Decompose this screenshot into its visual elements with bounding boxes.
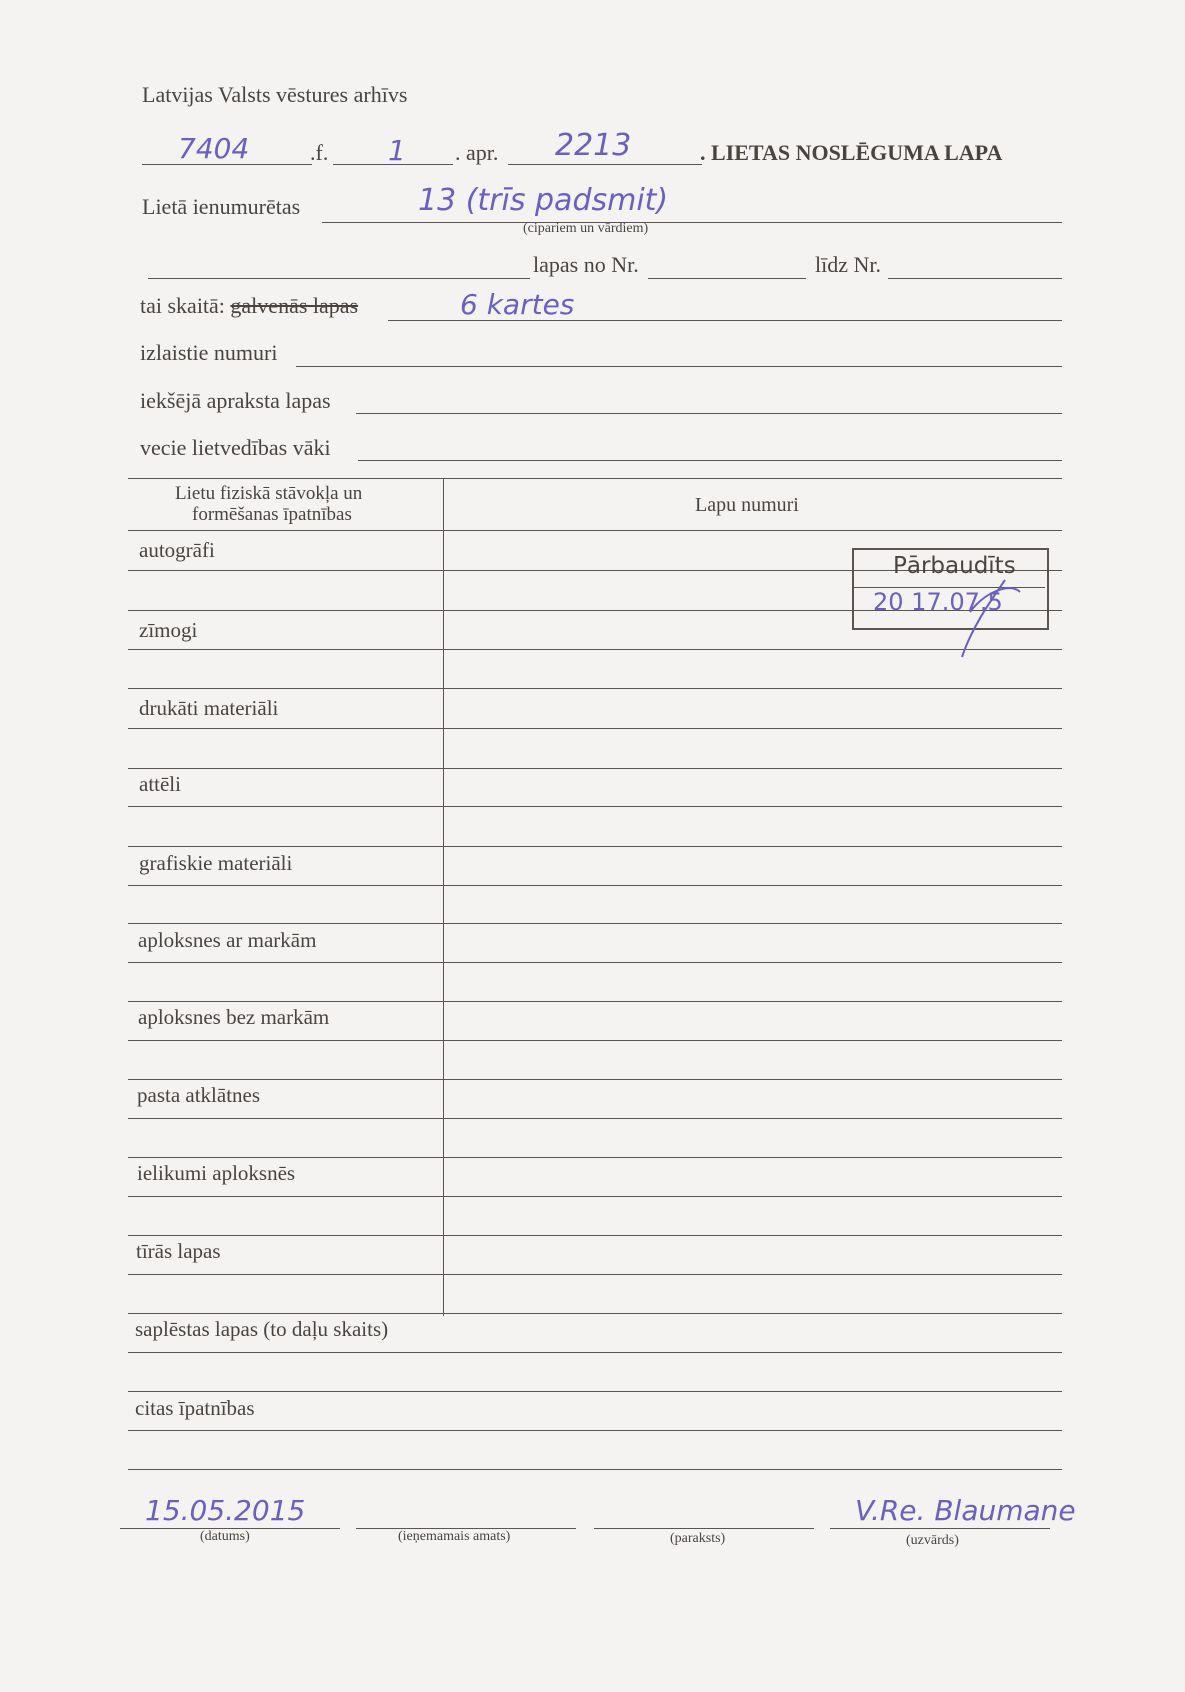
row-label-grafiskie: grafiskie materiāli <box>139 851 293 875</box>
row-label-saplestas: saplēstas lapas (to daļu skaits) <box>135 1317 389 1341</box>
row-divider <box>128 768 1062 769</box>
footer-surname-handwritten: V.Re. Blaumane <box>855 1494 1076 1527</box>
row-divider <box>128 1391 1062 1392</box>
col1-header-line1: Lietu fiziskā stāvokļa un <box>175 483 363 504</box>
table-header-border <box>128 530 1062 531</box>
numbered-hint: (cipariem un vārdiem) <box>523 221 649 236</box>
footer-line-signature <box>594 1528 814 1529</box>
row-label-aploksnes-ar: aploksnes ar markām <box>138 928 317 952</box>
table-top-border <box>128 478 1062 479</box>
fonds-handwritten: 7404 <box>178 132 250 165</box>
col2-header: Lapu numuri <box>695 494 799 516</box>
row-divider <box>128 806 1062 807</box>
stamp-date: 20 17.07.5 <box>873 588 1003 616</box>
row-divider <box>128 1235 1062 1236</box>
tai-skaita-prefix: tai skaitā: <box>140 293 231 318</box>
page-title: . LIETAS NOSLĒGUMA LAPA <box>700 140 1003 165</box>
izlaistie-label: izlaistie numuri <box>140 340 278 365</box>
row-label-pasta: pasta atklātnes <box>137 1083 261 1107</box>
row-divider <box>128 1430 1062 1431</box>
row-divider <box>128 923 1062 924</box>
row-divider <box>128 688 1062 689</box>
row-divider <box>128 885 1062 886</box>
footer-label-signature: (paraksts) <box>670 1531 726 1546</box>
row-label-citas: citas īpatnības <box>135 1396 255 1420</box>
apr-label: . apr. <box>455 140 499 165</box>
lapas-no-line <box>648 278 806 279</box>
numbered-label: Lietā ienumurētas <box>142 194 301 219</box>
fonds-label: .f. <box>310 140 329 165</box>
row-label-ielikumi: ielikumi aploksnēs <box>137 1161 296 1185</box>
row-label-autografi: autogrāfi <box>139 538 215 562</box>
row-divider <box>128 1313 1062 1314</box>
galvenas-lapas-struck: galvenās lapas <box>230 293 359 318</box>
col1-header-line2: formēšanas īpatnības <box>192 504 352 525</box>
lieta-line <box>508 164 702 165</box>
ieksejais-line <box>356 413 1062 414</box>
footer-label-date: (datums) <box>200 1529 250 1544</box>
vecie-line <box>358 460 1062 461</box>
tai-skaita-handwritten: 6 kartes <box>460 288 575 321</box>
row-label-tiras: tīrās lapas <box>136 1239 221 1263</box>
ieksejais-label: iekšējā apraksta lapas <box>140 388 331 413</box>
lapas-no-label: lapas no Nr. <box>533 252 639 277</box>
archive-name: Latvijas Valsts vēstures arhīvs <box>142 82 408 107</box>
row-divider <box>128 649 1062 650</box>
footer-line-surname <box>830 1528 1050 1529</box>
row-label-aploksnes-bez: aploksnes bez markām <box>138 1005 330 1029</box>
table-column-divider <box>443 478 444 1316</box>
row-divider <box>128 1352 1062 1353</box>
row-divider <box>128 1274 1062 1275</box>
row-label-drukati: drukāti materiāli <box>139 696 279 720</box>
row-label-zimogi: zīmogi <box>139 618 198 642</box>
row-divider <box>128 1118 1062 1119</box>
stamp-title: Pārbaudīts <box>893 553 1016 579</box>
row-divider <box>128 1079 1062 1080</box>
row-divider <box>128 728 1062 729</box>
izlaistie-line <box>296 366 1062 367</box>
row-divider <box>128 1157 1062 1158</box>
row-divider <box>128 962 1062 963</box>
vecie-label: vecie lietvedības vāki <box>140 435 331 460</box>
numbered-line <box>322 222 1062 223</box>
footer-label-surname: (uzvārds) <box>906 1533 959 1548</box>
footer-label-position: (ieņemamais amats) <box>398 1529 511 1544</box>
row-divider <box>128 846 1062 847</box>
row-divider <box>128 1040 1062 1041</box>
lidz-line <box>888 278 1062 279</box>
numbered-handwritten: 13 (trīs padsmit) <box>418 183 669 218</box>
apr-number-handwritten: 1 <box>388 134 406 167</box>
row-divider <box>128 1001 1062 1002</box>
lieta-handwritten: 2213 <box>555 128 632 163</box>
tai-skaita-label <box>140 293 358 319</box>
row-label-atteli: attēli <box>139 772 181 796</box>
footer-date-handwritten: 15.05.2015 <box>145 1494 306 1527</box>
table-bottom-border <box>128 1469 1062 1470</box>
row-divider <box>128 1196 1062 1197</box>
lapas-no-blank-line <box>148 278 530 279</box>
stamp-signature-stroke <box>950 572 1030 662</box>
lidz-label: līdz Nr. <box>815 252 881 277</box>
